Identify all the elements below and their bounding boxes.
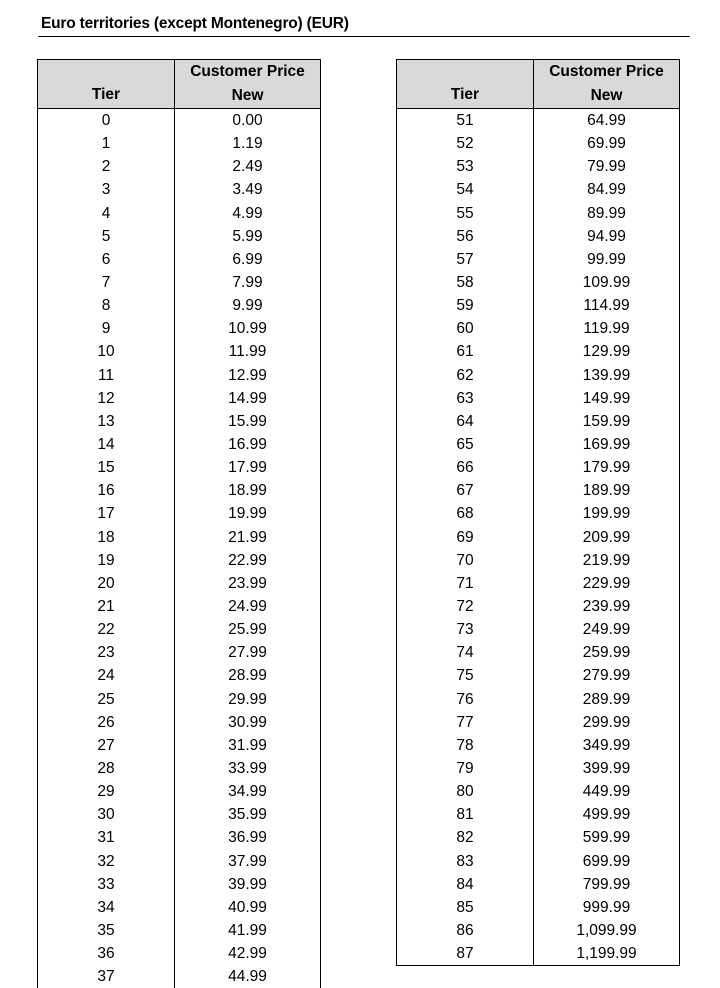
customer-price-header-line1: Customer Price: [534, 60, 679, 84]
tier-cell: 4: [38, 202, 175, 225]
tier-cell: 23: [38, 641, 175, 664]
page-title: Euro territories (except Montenegro) (EUR): [41, 15, 349, 33]
tier-cell: 17: [38, 502, 175, 525]
price-cell: 299.99: [534, 711, 680, 734]
table-row: [38, 317, 321, 340]
tier-cell: 67: [397, 479, 534, 502]
tier-cell: 69: [397, 526, 534, 549]
price-cell: 799.99: [534, 873, 680, 896]
table-row: [397, 340, 680, 363]
customer-price-header-line2: New: [175, 84, 320, 108]
price-tier-table-left: [37, 59, 321, 988]
table-row: [38, 641, 321, 664]
tier-cell: 26: [38, 711, 175, 734]
table-row: [397, 364, 680, 387]
table-row: [397, 317, 680, 340]
table-row: [38, 711, 321, 734]
table-row: [397, 178, 680, 201]
table-row: [397, 942, 680, 966]
tier-cell: 71: [397, 572, 534, 595]
price-cell: 10.99: [175, 317, 321, 340]
table-row: [38, 410, 321, 433]
tier-cell: 58: [397, 271, 534, 294]
tier-cell: 54: [397, 178, 534, 201]
tier-cell: 57: [397, 248, 534, 271]
header-row: [38, 60, 321, 109]
table-row: [38, 850, 321, 873]
table-row: [38, 225, 321, 248]
tier-cell: 77: [397, 711, 534, 734]
tier-cell: 82: [397, 826, 534, 849]
tier-cell: 28: [38, 757, 175, 780]
tier-cell: 78: [397, 734, 534, 757]
price-cell: 1,199.99: [534, 942, 680, 966]
price-cell: 4.99: [175, 202, 321, 225]
tier-cell: 72: [397, 595, 534, 618]
table-row: [397, 896, 680, 919]
tier-cell: 33: [38, 873, 175, 896]
price-cell: 119.99: [534, 317, 680, 340]
tier-cell: 64: [397, 410, 534, 433]
price-cell: 14.99: [175, 387, 321, 410]
table-row: [38, 919, 321, 942]
table-row: [397, 248, 680, 271]
table-body: [397, 109, 680, 966]
header-row: [397, 60, 680, 109]
price-cell: 40.99: [175, 896, 321, 919]
price-cell: 129.99: [534, 340, 680, 363]
table-row: [397, 549, 680, 572]
tier-cell: 3: [38, 178, 175, 201]
price-cell: 6.99: [175, 248, 321, 271]
table-row: [38, 896, 321, 919]
tier-cell: 21: [38, 595, 175, 618]
table-row: [397, 803, 680, 826]
price-cell: 2.49: [175, 155, 321, 178]
tier-cell: 10: [38, 340, 175, 363]
tier-cell: 85: [397, 896, 534, 919]
price-cell: 41.99: [175, 919, 321, 942]
tier-cell: 80: [397, 780, 534, 803]
tier-cell: 73: [397, 618, 534, 641]
table-row: [38, 178, 321, 201]
tier-cell: 25: [38, 688, 175, 711]
table-row: [38, 549, 321, 572]
tier-cell: 35: [38, 919, 175, 942]
table-row: [38, 502, 321, 525]
table-row: [397, 826, 680, 849]
tier-cell: 30: [38, 803, 175, 826]
table-row: [38, 873, 321, 896]
table-row: [38, 780, 321, 803]
price-cell: 279.99: [534, 664, 680, 687]
price-cell: 28.99: [175, 664, 321, 687]
table-row: [397, 734, 680, 757]
table-row: [38, 688, 321, 711]
table-row: [397, 664, 680, 687]
tier-cell: 19: [38, 549, 175, 572]
table-row: [38, 109, 321, 133]
price-cell: 27.99: [175, 641, 321, 664]
table-row: [397, 479, 680, 502]
tier-cell: 56: [397, 225, 534, 248]
price-cell: 9.99: [175, 294, 321, 317]
price-cell: 30.99: [175, 711, 321, 734]
price-cell: 79.99: [534, 155, 680, 178]
table-row: [397, 132, 680, 155]
price-cell: 149.99: [534, 387, 680, 410]
table-row: [397, 757, 680, 780]
tier-cell: 13: [38, 410, 175, 433]
price-cell: 25.99: [175, 618, 321, 641]
price-cell: 31.99: [175, 734, 321, 757]
price-cell: 179.99: [534, 456, 680, 479]
tier-cell: 59: [397, 294, 534, 317]
price-cell: 3.49: [175, 178, 321, 201]
table-row: [38, 965, 321, 988]
tier-cell: 22: [38, 618, 175, 641]
table-row: [38, 271, 321, 294]
table-row: [397, 873, 680, 896]
price-cell: 699.99: [534, 850, 680, 873]
table-row: [38, 757, 321, 780]
price-cell: 84.99: [534, 178, 680, 201]
table-row: [38, 479, 321, 502]
price-cell: 23.99: [175, 572, 321, 595]
tier-cell: 8: [38, 294, 175, 317]
tier-cell: 27: [38, 734, 175, 757]
tier-cell: 68: [397, 502, 534, 525]
price-cell: 0.00: [175, 109, 321, 133]
customer-price-header-line1: Customer Price: [175, 60, 320, 84]
tier-cell: 1: [38, 132, 175, 155]
price-cell: 999.99: [534, 896, 680, 919]
price-cell: 139.99: [534, 364, 680, 387]
price-cell: 5.99: [175, 225, 321, 248]
table-row: [397, 572, 680, 595]
price-cell: 229.99: [534, 572, 680, 595]
tier-cell: 63: [397, 387, 534, 410]
tier-cell: 55: [397, 202, 534, 225]
price-cell: 399.99: [534, 757, 680, 780]
price-cell: 7.99: [175, 271, 321, 294]
price-cell: 349.99: [534, 734, 680, 757]
table-row: [397, 711, 680, 734]
table-row: [38, 155, 321, 178]
price-cell: 37.99: [175, 850, 321, 873]
table-row: [38, 595, 321, 618]
tier-cell: 83: [397, 850, 534, 873]
table-row: [397, 641, 680, 664]
table-row: [38, 664, 321, 687]
price-cell: 33.99: [175, 757, 321, 780]
table-row: [397, 225, 680, 248]
price-cell: 94.99: [534, 225, 680, 248]
tier-cell: 16: [38, 479, 175, 502]
tier-cell: 11: [38, 364, 175, 387]
price-cell: 44.99: [175, 965, 321, 988]
price-cell: 109.99: [534, 271, 680, 294]
table-row: [397, 780, 680, 803]
price-cell: 99.99: [534, 248, 680, 271]
price-cell: 259.99: [534, 641, 680, 664]
tier-cell: 81: [397, 803, 534, 826]
tier-cell: 15: [38, 456, 175, 479]
tier-cell: 86: [397, 919, 534, 942]
tier-cell: 51: [397, 109, 534, 133]
table-row: [397, 109, 680, 133]
table-row: [397, 387, 680, 410]
table-row: [397, 595, 680, 618]
tier-cell: 75: [397, 664, 534, 687]
price-cell: 17.99: [175, 456, 321, 479]
tier-cell: 79: [397, 757, 534, 780]
price-cell: 209.99: [534, 526, 680, 549]
table-row: [397, 271, 680, 294]
price-cell: 24.99: [175, 595, 321, 618]
price-cell: 19.99: [175, 502, 321, 525]
tier-cell: 9: [38, 317, 175, 340]
price-cell: 11.99: [175, 340, 321, 363]
tier-cell: 62: [397, 364, 534, 387]
tier-header: Tier: [38, 60, 175, 109]
tier-cell: 6: [38, 248, 175, 271]
table-row: [38, 734, 321, 757]
table-row: [38, 387, 321, 410]
price-cell: 219.99: [534, 549, 680, 572]
price-cell: 499.99: [534, 803, 680, 826]
tier-cell: 52: [397, 132, 534, 155]
price-cell: 199.99: [534, 502, 680, 525]
table-row: [38, 526, 321, 549]
tier-cell: 20: [38, 572, 175, 595]
price-cell: 249.99: [534, 618, 680, 641]
tier-cell: 24: [38, 664, 175, 687]
price-cell: 1,099.99: [534, 919, 680, 942]
table-row: [38, 456, 321, 479]
price-cell: 42.99: [175, 942, 321, 965]
tier-cell: 87: [397, 942, 534, 966]
table-row: [397, 410, 680, 433]
title-underline: [38, 36, 690, 37]
price-cell: 599.99: [534, 826, 680, 849]
table-row: [38, 826, 321, 849]
table-row: [38, 132, 321, 155]
table-body: [38, 109, 321, 988]
customer-price-header-line2: New: [534, 84, 679, 108]
tier-cell: 61: [397, 340, 534, 363]
price-cell: 21.99: [175, 526, 321, 549]
customer-price-header: [175, 60, 321, 109]
price-cell: 35.99: [175, 803, 321, 826]
tier-cell: 0: [38, 109, 175, 133]
tier-cell: 32: [38, 850, 175, 873]
price-cell: 18.99: [175, 479, 321, 502]
price-cell: 169.99: [534, 433, 680, 456]
table-row: [397, 433, 680, 456]
tier-header: Tier: [397, 60, 534, 109]
tier-cell: 60: [397, 317, 534, 340]
table-row: [397, 155, 680, 178]
table-row: [38, 803, 321, 826]
price-cell: 289.99: [534, 688, 680, 711]
price-cell: 159.99: [534, 410, 680, 433]
tier-cell: 76: [397, 688, 534, 711]
table-row: [38, 294, 321, 317]
table-row: [38, 340, 321, 363]
price-cell: 22.99: [175, 549, 321, 572]
price-cell: 89.99: [534, 202, 680, 225]
tier-cell: 2: [38, 155, 175, 178]
price-cell: 29.99: [175, 688, 321, 711]
price-cell: 189.99: [534, 479, 680, 502]
table-row: [38, 202, 321, 225]
table-row: [38, 572, 321, 595]
table-row: [397, 850, 680, 873]
tier-cell: 65: [397, 433, 534, 456]
tier-cell: 5: [38, 225, 175, 248]
tier-cell: 14: [38, 433, 175, 456]
table-row: [397, 618, 680, 641]
table-row: [38, 618, 321, 641]
price-cell: 69.99: [534, 132, 680, 155]
tier-cell: 34: [38, 896, 175, 919]
tier-cell: 7: [38, 271, 175, 294]
table-row: [38, 364, 321, 387]
tier-cell: 66: [397, 456, 534, 479]
tier-cell: 53: [397, 155, 534, 178]
table-row: [397, 456, 680, 479]
table-row: [397, 502, 680, 525]
table-row: [397, 294, 680, 317]
tier-cell: 37: [38, 965, 175, 988]
table-row: [397, 919, 680, 942]
price-tier-table-right: [396, 59, 680, 966]
price-cell: 114.99: [534, 294, 680, 317]
table-row: [397, 688, 680, 711]
price-cell: 39.99: [175, 873, 321, 896]
table-row: [38, 433, 321, 456]
customer-price-header: [534, 60, 680, 109]
tier-cell: 29: [38, 780, 175, 803]
price-cell: 449.99: [534, 780, 680, 803]
price-cell: 1.19: [175, 132, 321, 155]
table-row: [397, 526, 680, 549]
price-cell: 16.99: [175, 433, 321, 456]
tier-cell: 31: [38, 826, 175, 849]
price-cell: 239.99: [534, 595, 680, 618]
tier-cell: 70: [397, 549, 534, 572]
table-row: [38, 942, 321, 965]
price-cell: 64.99: [534, 109, 680, 133]
tier-cell: 18: [38, 526, 175, 549]
tier-cell: 36: [38, 942, 175, 965]
tier-cell: 74: [397, 641, 534, 664]
tier-cell: 84: [397, 873, 534, 896]
table-row: [38, 248, 321, 271]
price-cell: 15.99: [175, 410, 321, 433]
price-cell: 36.99: [175, 826, 321, 849]
price-cell: 34.99: [175, 780, 321, 803]
table-row: [397, 202, 680, 225]
price-cell: 12.99: [175, 364, 321, 387]
tier-cell: 12: [38, 387, 175, 410]
